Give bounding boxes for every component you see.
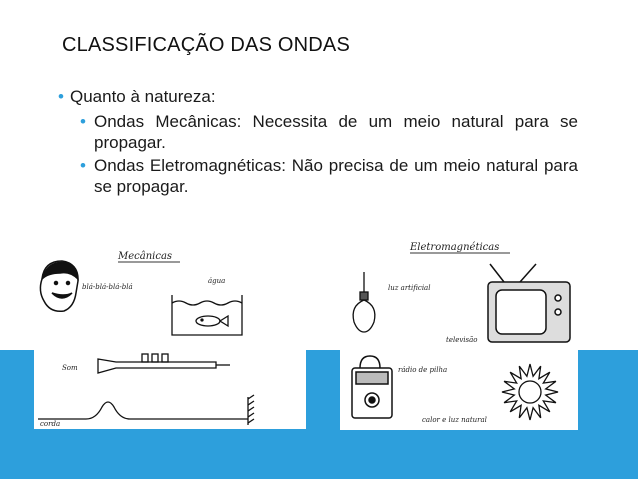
bullet-level1-text: Quanto à natureza: bbox=[70, 87, 216, 106]
television-label: televisão bbox=[446, 336, 478, 344]
bullet-dot-icon: • bbox=[58, 87, 64, 106]
aquarium-icon bbox=[172, 295, 242, 335]
mechanical-waves-illustration bbox=[34, 237, 306, 429]
bullet-dot-icon: • bbox=[80, 112, 86, 131]
radio-icon bbox=[352, 356, 392, 418]
radio-label: rádio de pilha bbox=[398, 366, 448, 374]
bullet-level1 bbox=[58, 87, 578, 107]
television-icon bbox=[488, 264, 570, 342]
electromagnetic-waves-drawing bbox=[340, 232, 578, 430]
bullet-mechanical-text: Ondas Mecânicas: Necessita de um meio natural para se propagar. bbox=[94, 112, 578, 152]
laughing-person-icon bbox=[40, 261, 78, 311]
trumpet-icon bbox=[98, 354, 230, 373]
bullet-mechanical bbox=[58, 111, 578, 153]
mechanical-waves-drawing bbox=[34, 237, 306, 429]
water-label: água bbox=[208, 277, 226, 285]
electromagnetic-waves-illustration bbox=[340, 232, 578, 430]
electromagnetic-heading: Eletromagnéticas bbox=[410, 242, 500, 253]
sun-icon bbox=[502, 364, 558, 420]
bullet-list bbox=[58, 87, 578, 199]
light-bulb-icon bbox=[353, 272, 375, 332]
rope-pulse-icon bbox=[38, 395, 254, 425]
sound-label: Som bbox=[62, 364, 78, 372]
mechanical-heading: Mecânicas bbox=[118, 251, 173, 262]
rope-label: corda bbox=[40, 420, 61, 428]
artificial-light-label: luz artificial bbox=[388, 284, 431, 292]
natural-light-label: calor e luz natural bbox=[422, 416, 487, 424]
bullet-electromagnetic-text: Ondas Eletromagnéticas: Não precisa de um meio natural para se propagar. bbox=[94, 156, 578, 196]
speech-label: blá-blá-blá-blá bbox=[82, 283, 133, 291]
slide-title: CLASSIFICAÇÃO DAS ONDAS bbox=[62, 34, 350, 56]
bullet-electromagnetic bbox=[58, 155, 578, 197]
bullet-dot-icon: • bbox=[80, 156, 86, 175]
